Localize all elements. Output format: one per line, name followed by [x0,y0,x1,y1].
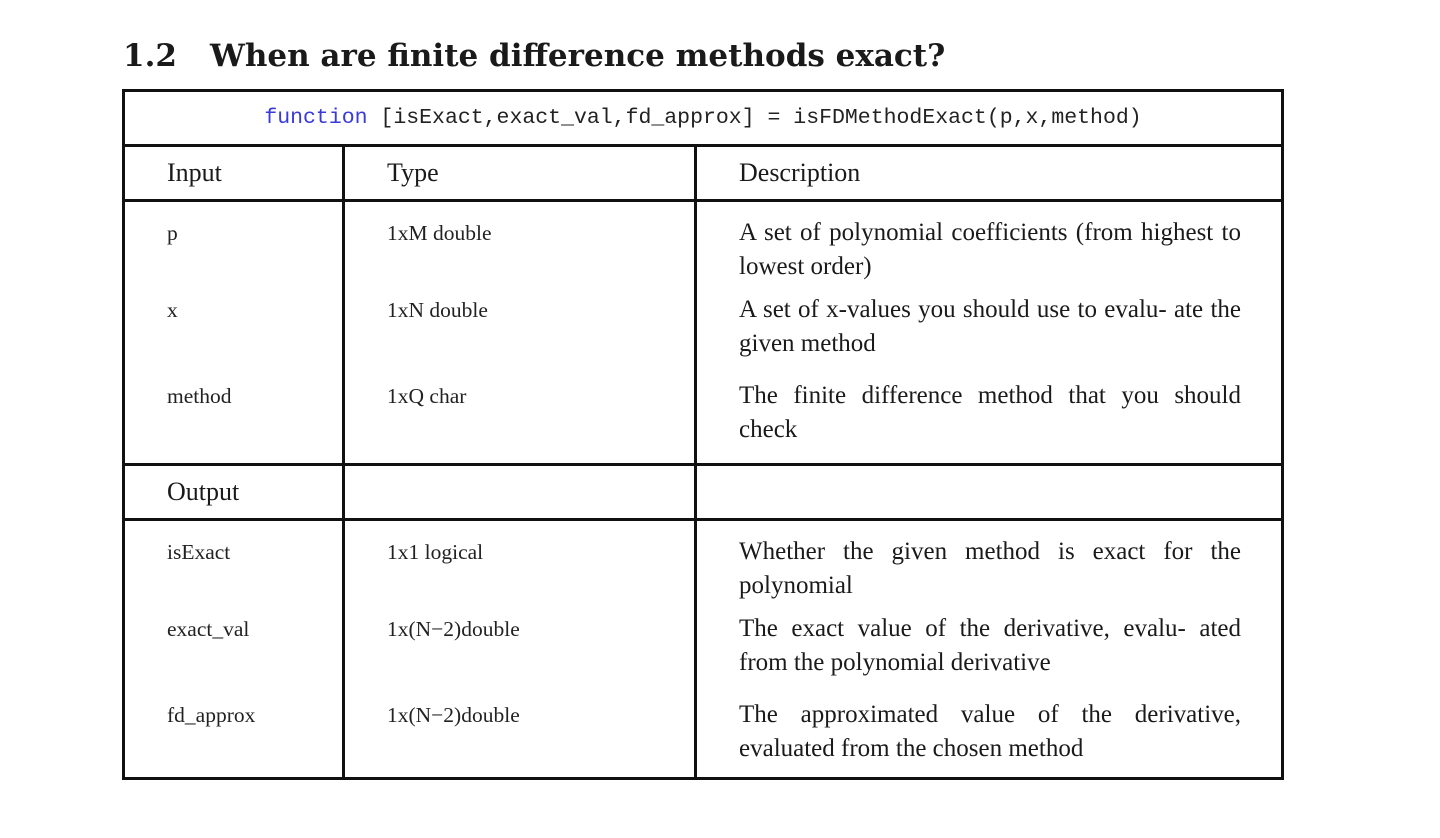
output-description: The approximated value of the derivative, evaluated from the chosen method [696,698,1283,779]
section-title: When are finite difference methods exact? [210,38,946,74]
column-header-description: Description [696,146,1283,201]
output-row-exact-val [124,612,1283,698]
input-row-x [124,293,1283,379]
output-type: 1x(N−2)double [344,698,696,779]
input-description: The finite difference method that you should check [696,379,1283,465]
section-number: 1.2 [123,38,177,74]
output-row-isexact [124,520,1283,612]
column-header-input: Input [124,146,344,201]
section-heading [123,34,945,78]
output-type: 1x(N−2)double [344,612,696,698]
function-signature [124,91,1283,146]
function-signature-row [124,91,1283,146]
output-name: exact_val [124,612,344,698]
output-name: isExact [124,520,344,612]
input-name: p [124,201,344,293]
input-type: 1xN double [344,293,696,379]
input-type: 1xM double [344,201,696,293]
input-name: method [124,379,344,465]
output-description: Whether the given method is exact for the polynomial [696,520,1283,612]
input-name: x [124,293,344,379]
output-row-fd-approx [124,698,1283,779]
output-header-row [124,465,1283,520]
input-row-method [124,379,1283,465]
signature-text: [isExact,exact_val,fd_approx] = isFDMethodExact(p,x,method) [367,106,1142,130]
input-description: A set of polynomial coefficients (from highest to lowest order) [696,201,1283,293]
input-description: A set of x-values you should use to evalu- ate the given method [696,293,1283,379]
output-header-empty-description [696,465,1283,520]
input-type: 1xQ char [344,379,696,465]
input-row-p [124,201,1283,293]
output-type: 1x1 logical [344,520,696,612]
column-header-output: Output [124,465,344,520]
output-description: The exact value of the derivative, evalu- ated from the polynomial derivative [696,612,1283,698]
column-header-type: Type [344,146,696,201]
signature-keyword: function [264,106,368,130]
function-io-table [122,89,1284,780]
output-name: fd_approx [124,698,344,779]
output-header-empty-type [344,465,696,520]
input-header-row [124,146,1283,201]
